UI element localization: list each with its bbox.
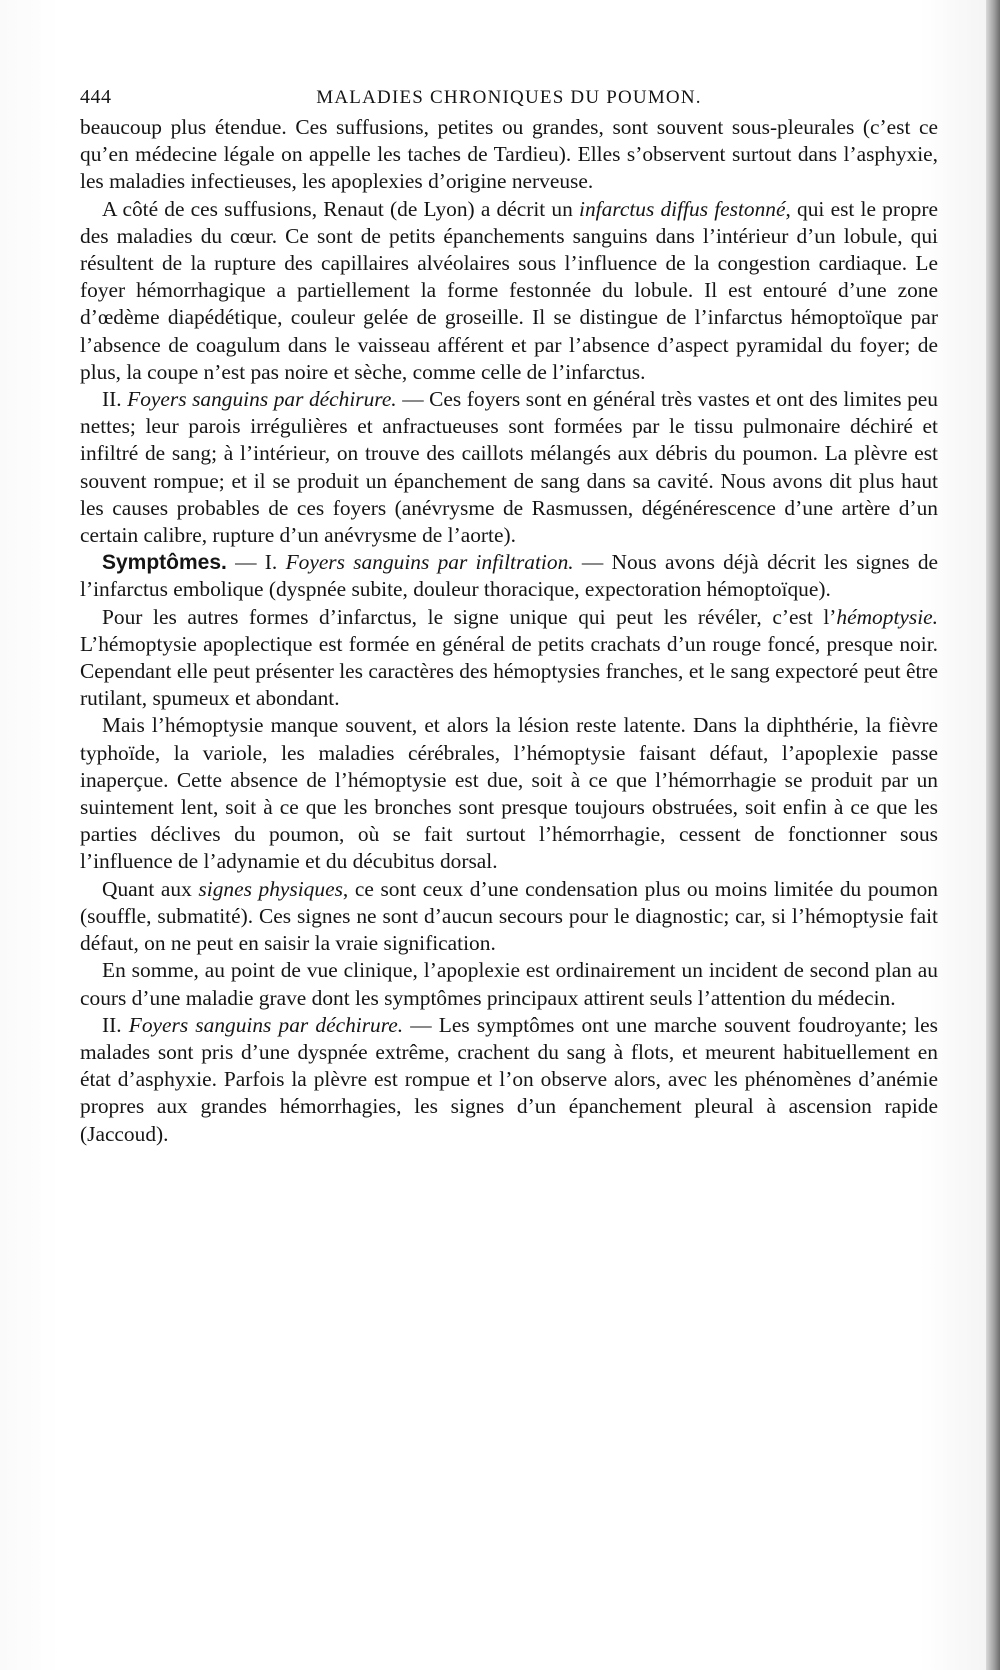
paragraph-text: — Ces foyers sont en général très vastes et ont des limites peu nettes; leur parois irrégulières et anfractueuses sont formées par le tissu pulmonaire déchiré et infiltré de sang; à l’intérieur, on trouve des caillots mélangés aux débris du poumon. La plèvre est souvent rompue; et il se produit un épanchement de sang dans sa cavité. Nous avons dit plus haut les causes probables de ces foyers (anévrysme de Rasmussen, dégénérescence d’une artère d’un certain calibre, rupture d’un anévrysme de l’aorte). (80, 387, 938, 548)
paragraph-text: — Les symptômes ont une marche souvent foudroyante; les malades sont pris d’une dyspnée extrême, crachent du sang à flots, et meurent habituellement en état d’asphyxie. Parfois la plèvre est rompue et l’on observe alors, avec les phénomènes d’anémie propres aux grandes hémorrhagies, les signes d’un épanchement pleural à ascension rapide (Jaccoud). (80, 1012, 938, 1146)
paragraph-text: L’hémoptysie apoplectique est formée en général de petits crachats d’un rouge foncé, presque noir. Cependant elle peut présenter les caractères des hémoptysies franches, et le sang expectoré peut être rutilant, spumeux et abondant. (80, 631, 938, 711)
section-number: II. (102, 1012, 129, 1037)
paragraph-text: — I. (226, 550, 286, 575)
section-number: II. (102, 387, 128, 412)
paragraph-text: — Nous avons déjà décrit les signes de l’infarctus embolique (dyspnée subite, douleur thoracique, expectoration hémoptoïque). (80, 550, 939, 602)
paragraph-hemoptysie (80, 604, 938, 713)
italic-term: hémoptysie. (836, 604, 938, 629)
section-heading-symptomes: Symptômes. (102, 551, 227, 575)
paragraph-text: Quant aux (102, 876, 199, 901)
book-page (80, 78, 938, 1148)
paragraph-hemoptysie-manque: Mais l’hémoptysie manque souvent, et alors la lésion reste latente. Dans la diphthérie, la fièvre typhoïde, la variole, les maladies cérébrales, l’hémoptysie faisant défaut, l’apoplexie passe inaperçue. Cette absence de l’hémoptysie est due, soit à ce que l’hémorrhagie se produit par un suintement lent, soit à ce que les bronches sont presque toujours obstruées, soit enfin à ce que les parties déclives du poumon, où se fait surtout l’hémorrhagie, cessent de fonctionner sous l’influence de l’adynamie et du décubitus dorsal. (80, 713, 938, 874)
paragraph-symptomes-dechirure (80, 1012, 938, 1148)
paragraph-continuation: beaucoup plus étendue. Ces suffusions, petites ou grandes, sont souvent sous-pleurales (c’est ce qu’en médecine légale on appelle les taches de Tardieu). Elles s’observent surtout dans l’asphyxie, les maladies infectieuses, les apoplexies d’origine nerveuse. (80, 115, 938, 194)
paragraph-foyers-dechirure (80, 386, 938, 549)
page-header (80, 78, 938, 108)
paragraph-text: , ce sont ceux d’une condensation plus ou moins limitée du poumon (souffle, submatité). Ces signes ne sont d’aucun secours pour le diagnostic; car, si l’hémoptysie fait défaut, on ne peut en saisir la vraie signification. (80, 876, 938, 956)
page-edge-shadow (986, 0, 1000, 1670)
paragraph-text: A côté de ces suffusions, Renaut (de Lyon) a décrit un (102, 196, 580, 221)
paragraph-infarctus-festonne (80, 196, 938, 386)
paragraph-signes-physiques (80, 876, 938, 958)
italic-term: infarctus diffus festonné (579, 196, 786, 221)
paragraph-symptomes (80, 549, 938, 603)
paragraph-en-somme: En somme, au point de vue clinique, l’apoplexie est ordinairement un incident de second plan au cours d’une maladie grave dont les symptômes principaux attirent seuls l’attention du médecin. (80, 958, 938, 1010)
italic-subheading: Foyers sanguins par infiltration. (285, 550, 574, 575)
italic-subheading: Foyers sanguins par déchirure. (128, 1012, 404, 1037)
page-number: 444 (80, 86, 112, 108)
paragraph-text: Pour les autres formes d’infarctus, le signe unique qui peut les révéler, c’est l’ (102, 604, 837, 629)
running-title: MALADIES CHRONIQUES DU POUMON. (316, 87, 702, 108)
italic-term: signes physiques (198, 876, 343, 901)
paragraph-text: , qui est le propre des maladies du cœur. Ce sont de petits épanchements sanguins dans l’intérieur d’un lobule, qui résultent de la rupture des capillaires alvéolaires sous l’influence de la congestion cardiaque. Le foyer hémorrhagique a partiellement la forme festonnée du lobule. Il est entouré d’une zone d’œdème diapédétique, couleur gelée de groseille. Il se distingue de l’infarctus hémoptoïque par l’absence de coagulum dans le vaisseau afférent et par l’absence d’aspect pyramidal du foyer; de plus, la coupe n’est pas noire et sèche, comme celle de l’infarctus. (80, 196, 938, 384)
italic-subheading: Foyers sanguins par déchirure. (127, 387, 397, 412)
